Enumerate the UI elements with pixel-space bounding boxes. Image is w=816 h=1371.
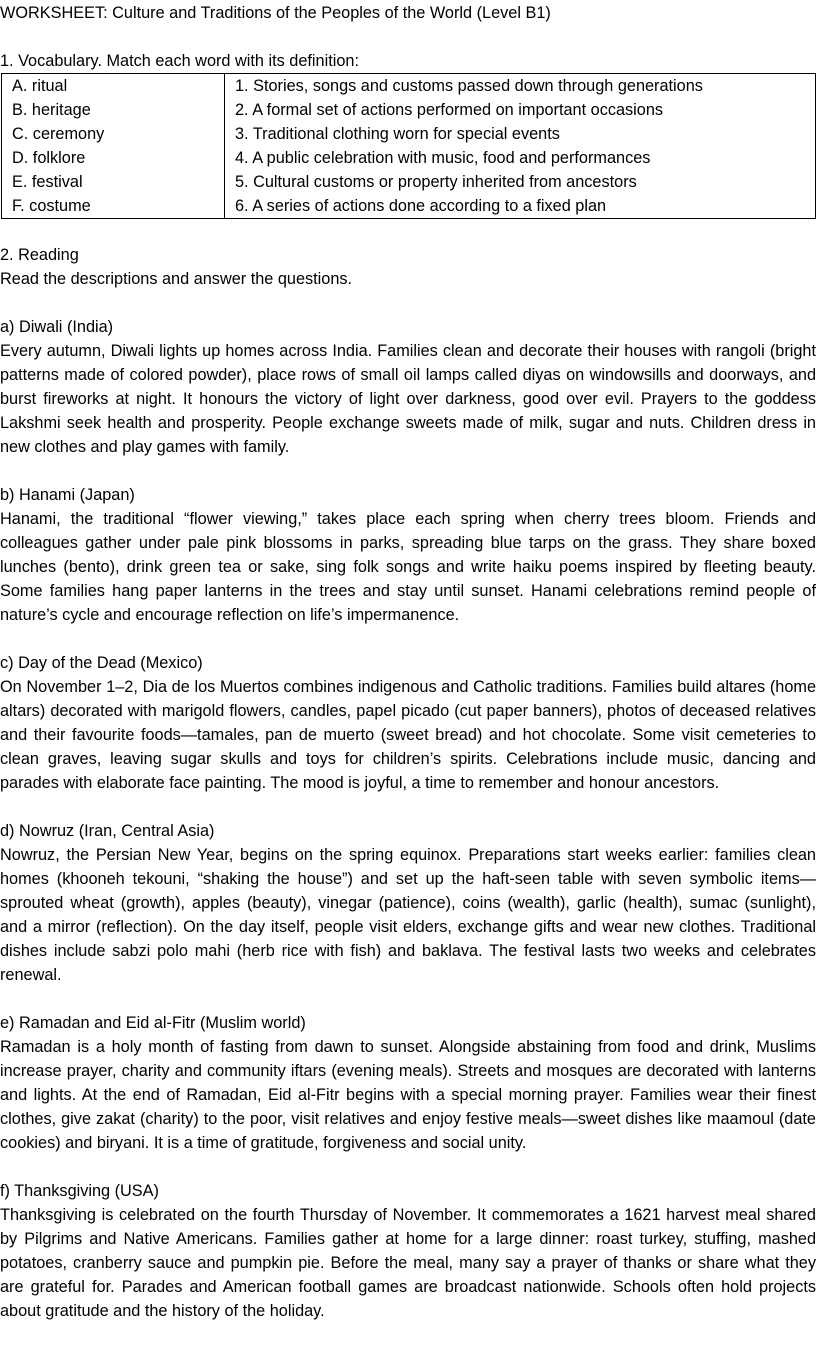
vocabulary-heading: 1. Vocabulary. Match each word with its definition: (0, 52, 359, 70)
table-row (2, 194, 816, 219)
reading-section-hanami (0, 483, 816, 627)
vocab-word: A. ritual (2, 74, 225, 99)
vocab-word: B. heritage (2, 98, 225, 122)
section-text: Ramadan is a holy month of fasting from dawn to sunset. Alongside abstaining from food and drink, Muslims increase prayer, charity and community iftars (evening meals). Streets and mosques are decorated with lanterns and lights. At the end of Ramadan, Eid al-Fitr begins with a special morning prayer. Families wear their finest clothes, give zakat (charity) to the poor, visit relatives and enjoy festive meals—sweet dishes like maamoul (date cookies) and biryani. It is a time of gratitude, forgiveness and social unity. (0, 1038, 816, 1152)
table-row (2, 122, 816, 146)
worksheet-title: WORKSHEET: Culture and Traditions of the Peoples of the World (Level B1) (0, 4, 551, 22)
vocab-definition: 1. Stories, songs and customs passed down through generations (235, 77, 703, 95)
spacer (0, 1155, 816, 1179)
section-title: b) Hanami (Japan) (0, 486, 135, 504)
spacer (0, 25, 816, 49)
reading-section-thanksgiving (0, 1179, 816, 1323)
section-text: On November 1–2, Dia de los Muertos combines indigenous and Catholic traditions. Families build altares (home altars) decorated with marigold flowers, candles, papel picado (cut paper banners), photos of deceased relatives and their favourite foods—tamales, pan de muerto (sweet bread) and hot chocolate. Some visit cemeteries to clean graves, leaving sugar skulls and toys for children’s spirits. Celebrations include music, dancing and parades with elaborate face painting. The mood is joyful, a time to remember and honour ancestors. (0, 678, 816, 792)
reading-section-ramadan (0, 1011, 816, 1155)
section-text: Nowruz, the Persian New Year, begins on the spring equinox. Preparations start weeks earlier: families clean homes (khooneh tekouni, “shaking the house”) and set up the haft-seen table with seven symbolic items—sprouted wheat (growth), apples (beauty), vinegar (patience), coins (wealth), garlic (health), sumac (sunlight), and a mirror (reflection). On the day itself, people visit elders, exchange gifts and wear new clothes. Traditional dishes include sabzi polo mahi (herb rice with fish) and baklava. The festival lasts two weeks and celebrates renewal. (0, 846, 816, 984)
spacer (0, 795, 816, 819)
section-title: a) Diwali (India) (0, 318, 114, 336)
table-row (2, 146, 816, 170)
section-title: d) Nowruz (Iran, Central Asia) (0, 822, 215, 840)
vocab-word: E. festival (2, 170, 225, 194)
table-row (2, 98, 816, 122)
section-text: Thanksgiving is celebrated on the fourth Thursday of November. It commemorates a 1621 harvest meal shared by Pilgrims and Native Americans. Families gather at home for a large dinner: roast turkey, stuffing, mashed potatoes, cranberry sauce and pumpkin pie. Before the meal, many say a prayer of thanks or share what they are grateful for. Parades and American football games are broadcast nationwide. Schools often hold projects about gratitude and the history of the holiday. (0, 1206, 816, 1320)
table-row (2, 74, 816, 99)
vocab-definition: 6. A series of actions done according to a fixed plan (235, 197, 607, 215)
vocab-word: C. ceremony (2, 122, 225, 146)
spacer (0, 987, 816, 1011)
reading-section-nowruz (0, 819, 816, 987)
reading-section-day-of-the-dead (0, 651, 816, 795)
section-title: f) Thanksgiving (USA) (0, 1182, 159, 1200)
spacer (0, 291, 816, 315)
reading-heading: 2. Reading (0, 246, 79, 264)
vocab-definition: 2. A formal set of actions performed on important occasions (235, 101, 664, 119)
section-title: e) Ramadan and Eid al-Fitr (Muslim world) (0, 1014, 306, 1032)
vocabulary-table (1, 73, 816, 219)
reading-instruction: Read the descriptions and answer the questions. (0, 270, 353, 288)
table-row (2, 170, 816, 194)
reading-section-diwali (0, 315, 816, 459)
vocab-word: F. costume (2, 194, 225, 219)
section-title: c) Day of the Dead (Mexico) (0, 654, 203, 672)
spacer (0, 459, 816, 483)
section-text: Every autumn, Diwali lights up homes across India. Families clean and decorate their houses with rangoli (bright patterns made of colored powder), place rows of small oil lamps called diyas on windowsills and doorways, and burst fireworks at night. It honours the victory of light over darkness, good over evil. Prayers to the goddess Lakshmi seek health and prosperity. People exchange sweets made of milk, sugar and nuts. Children dress in new clothes and play games with family. (0, 342, 816, 456)
section-text: Hanami, the traditional “flower viewing,” takes place each spring when cherry trees bloom. Friends and colleagues gather under pale pink blossoms in parks, spreading blue tarps on the grass. They share boxed lunches (bento), drink green tea or sake, sing folk songs and write haiku poems inspired by fleeting beauty. Some families hang paper lanterns in the trees and stay until sunset. Hanami celebrations remind people of nature’s cycle and encourage reflection on life’s impermanence. (0, 510, 816, 624)
spacer (0, 627, 816, 651)
spacer (0, 219, 816, 243)
vocab-word: D. folklore (2, 146, 225, 170)
vocab-definition: 3. Traditional clothing worn for special events (235, 125, 560, 143)
vocab-definition: 5. Cultural customs or property inherited from ancestors (235, 173, 637, 191)
vocab-definition: 4. A public celebration with music, food and performances (235, 149, 651, 167)
